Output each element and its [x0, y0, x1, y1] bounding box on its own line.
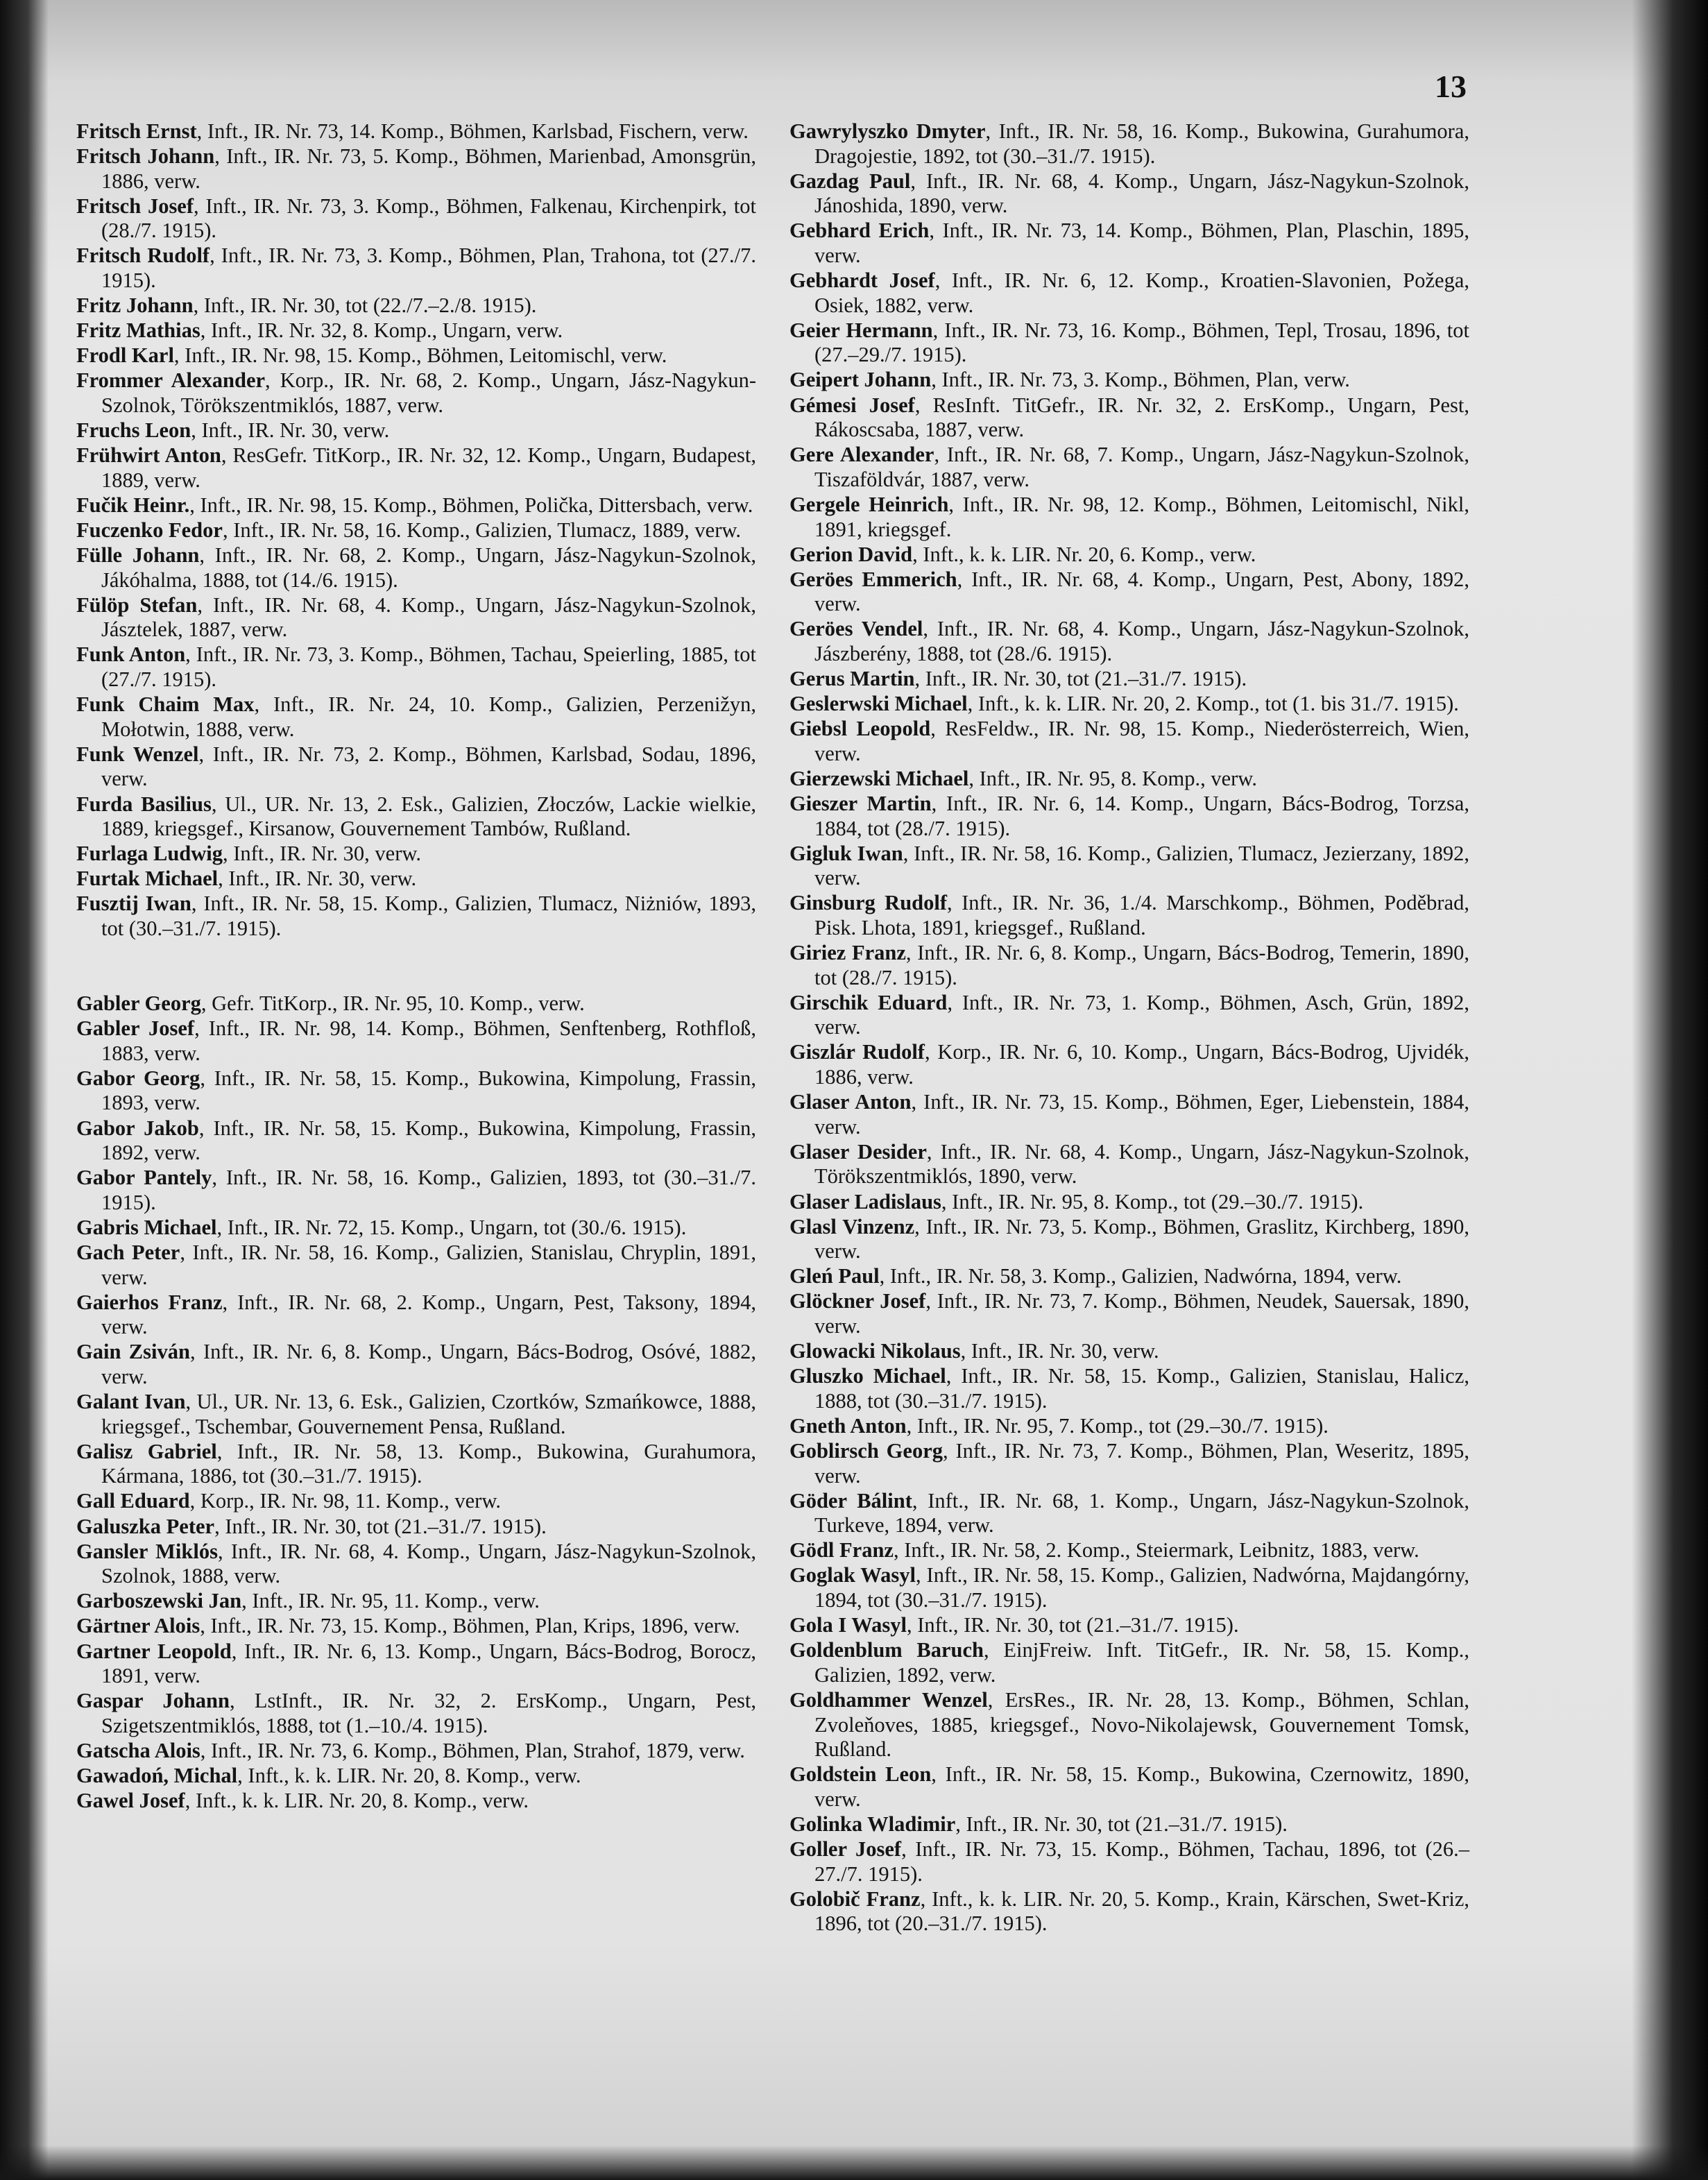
list-entry: [76, 1489, 756, 1514]
entry-name: Gartner Leopold: [76, 1639, 232, 1663]
list-entry: [76, 1689, 756, 1738]
entry-details: , Gefr. TitKorp., IR. Nr. 95, 10. Komp., verw.: [200, 991, 585, 1016]
list-entry: [76, 692, 756, 742]
entry-name: Geröes Emmerich: [789, 567, 957, 591]
entry-details: , Inft., IR. Nr. 68, 2. Komp., Ungarn, Pest, Taksony, 1894, verw.: [101, 1290, 756, 1339]
list-entry: [789, 717, 1469, 766]
entry-details: , Ul., UR. Nr. 13, 2. Esk., Galizien, Złoczów, Lackie wielkie, 1889, kriegsgef., Kirsanow, Gouvernement Tambów, Rußland.: [101, 792, 756, 841]
binding-shadow: [0, 0, 49, 2180]
list-entry: [76, 1440, 756, 1489]
list-entry: [76, 518, 756, 543]
list-entry: [789, 1215, 1469, 1264]
entry-name: Gansler Miklós: [76, 1539, 218, 1563]
entry-name: Gere Alexander: [789, 443, 934, 467]
list-entry: [789, 1289, 1469, 1338]
list-entry: [789, 1563, 1469, 1612]
entry-details: , Inft., IR. Nr. 73, 3. Komp., Böhmen, Plan, verw.: [931, 368, 1350, 392]
entry-name: Galisz Gabriel: [76, 1439, 217, 1463]
list-entry: [789, 219, 1469, 268]
entry-name: Gabor Pantely: [76, 1166, 212, 1190]
entry-name: Galuszka Peter: [76, 1514, 215, 1538]
list-entry: [789, 667, 1469, 692]
entry-details: , Korp., IR. Nr. 68, 2. Komp., Ungarn, Jász-Nagykun-Szolnok, Törökszentmiklós, 1887, verw.: [101, 368, 756, 418]
entry-name: Goller Josef: [789, 1837, 902, 1861]
entry-name: Glaser Anton: [789, 1090, 912, 1114]
list-entry: [76, 991, 756, 1016]
list-entry: [76, 244, 756, 293]
entry-details: , ResGefr. TitKorp., IR. Nr. 32, 12. Komp., Ungarn, Budapest, 1889, verw.: [101, 443, 756, 492]
entry-name: Glöckner Josef: [789, 1289, 926, 1313]
list-entry: [76, 194, 756, 244]
list-entry: [789, 1090, 1469, 1139]
list-entry: [76, 642, 756, 692]
entry-details: , ResInft. TitGefr., IR. Nr. 32, 2. ErsKomp., Ungarn, Pest, Rákoscsaba, 1887, verw.: [814, 393, 1469, 442]
list-entry: [789, 393, 1469, 443]
list-entry: [76, 343, 756, 368]
list-entry: [789, 617, 1469, 666]
entry-name: Giebsl Leopold: [789, 717, 931, 741]
entry-details: , Inft., IR. Nr. 73, 3. Komp., Böhmen, Falkenau, Kirchenpirk, tot (28./7. 1915).: [101, 194, 756, 243]
entry-details: , Inft., IR. Nr. 73, 14. Komp., Böhmen, Plan, Plaschin, 1895, verw.: [814, 219, 1469, 267]
list-entry: [789, 1837, 1469, 1887]
entry-details: , Inft., IR. Nr. 73, 3. Komp., Böhmen, Tachau, Speierling, 1885, tot (27./7. 1915).: [101, 642, 756, 692]
entry-details: , Korp., IR. Nr. 98, 11. Komp., verw.: [189, 1489, 501, 1513]
list-entry: [76, 443, 756, 493]
entry-details: , Inft., IR. Nr. 58, 16. Komp., Galizien, 1893, tot (30.–31./7. 1915).: [101, 1166, 756, 1214]
entry-details: , Inft., IR. Nr. 73, 5. Komp., Böhmen, Graslitz, Kirchberg, 1890, verw.: [814, 1214, 1469, 1263]
list-entry: [76, 1789, 756, 1814]
list-entry: [76, 1166, 756, 1215]
entry-details: , Inft., IR. Nr. 58, 15. Komp., Galizien, Nadwórna, Majdangórny, 1894, tot (30.–31./7. 1915).: [814, 1563, 1469, 1612]
list-entry: [76, 1640, 756, 1689]
entry-details: , Korp., IR. Nr. 6, 10. Komp., Ungarn, Bács-Bodrog, Ujvidék, 1886, verw.: [814, 1040, 1469, 1089]
list-entry: [76, 1291, 756, 1340]
list-entry: [789, 1638, 1469, 1687]
entry-name: Giriez Franz: [789, 941, 906, 965]
entry-name: Geröes Vendel: [789, 617, 923, 641]
entry-details: , Inft., IR. Nr. 95, 8. Komp., verw.: [968, 766, 1257, 790]
entry-name: Gatscha Alois: [76, 1738, 200, 1762]
entry-name: Goglak Wasyl: [789, 1563, 916, 1587]
entry-name: Fritsch Josef: [76, 194, 194, 218]
entry-name: Geier Hermann: [789, 318, 933, 342]
list-entry: [76, 892, 756, 941]
entry-name: Gneth Anton: [789, 1413, 907, 1438]
list-entry: [76, 1241, 756, 1290]
entry-details: , Inft., IR. Nr. 73, 14. Komp., Böhmen, Karlsbad, Fischern, verw.: [196, 119, 749, 143]
list-entry: [789, 1613, 1469, 1638]
list-entry: [76, 1764, 756, 1789]
list-entry: [789, 493, 1469, 542]
entry-name: Glowacki Nikolaus: [789, 1339, 961, 1363]
entry-details: , Inft., IR. Nr. 73, 7. Komp., Böhmen, Neudek, Sauersak, 1890, verw.: [814, 1289, 1470, 1338]
entry-name: Goldenblum Baruch: [789, 1638, 984, 1662]
entry-name: Girschik Eduard: [789, 990, 948, 1014]
entry-name: Gawel Josef: [76, 1789, 185, 1813]
entry-name: Glaser Desider: [789, 1139, 927, 1164]
entry-details: , Inft., IR. Nr. 58, 16. Komp., Galizien, Stanislau, Chryplin, 1891, verw.: [101, 1241, 757, 1289]
list-entry: [789, 1439, 1469, 1488]
list-entry: [76, 144, 756, 194]
list-entry: [789, 991, 1469, 1040]
entry-name: Fülle Johann: [76, 543, 200, 568]
entry-name: Göder Bálint: [789, 1488, 912, 1513]
entry-name: Geslerwski Michael: [789, 692, 968, 716]
entry-details: , Inft., IR. Nr. 95, 11. Komp., verw.: [241, 1589, 540, 1613]
list-entry: [789, 1489, 1469, 1538]
list-entry: [76, 842, 756, 867]
list-entry: [789, 1414, 1469, 1439]
list-entry: [789, 269, 1469, 318]
entry-details: , Inft., IR. Nr. 30, tot (21.–31./7. 1915).: [955, 1812, 1288, 1836]
entry-name: Furda Basilius: [76, 792, 212, 816]
entry-name: Gabler Georg: [76, 991, 201, 1016]
entry-details: , ResFeldw., IR. Nr. 98, 15. Komp., Niederösterreich, Wien, verw.: [814, 717, 1469, 765]
list-entry: [76, 593, 756, 642]
list-entry: [76, 1066, 756, 1116]
entry-name: Gergele Heinrich: [789, 492, 949, 516]
list-entry: [76, 368, 756, 418]
entry-name: Gärtner Alois: [76, 1614, 200, 1638]
entry-name: Galant Ivan: [76, 1390, 186, 1414]
entry-name: Fritsch Rudolf: [76, 244, 210, 268]
entry-name: Gaspar Johann: [76, 1689, 230, 1713]
entry-name: Funk Chaim Max: [76, 692, 255, 717]
entry-details: , LstInft., IR. Nr. 32, 2. ErsKomp., Ungarn, Pest, Szigetszentmiklós, 1888, tot (1.–10./4. 1915).: [101, 1689, 756, 1737]
entry-details: , Inft., IR. Nr. 68, 1. Komp., Ungarn, Jász-Nagykun-Szolnok, Turkeve, 1894, verw.: [814, 1488, 1470, 1538]
list-entry: [76, 1390, 756, 1439]
list-entry: [76, 418, 756, 443]
entry-details: , Inft., IR. Nr. 72, 15. Komp., Ungarn, tot (30./6. 1915).: [216, 1215, 687, 1239]
entry-name: Frodl Karl: [76, 343, 174, 368]
entry-name: Gall Eduard: [76, 1489, 190, 1513]
list-entry: [789, 443, 1469, 492]
list-entry: [789, 1364, 1469, 1413]
entry-name: Garboszewski Jan: [76, 1589, 242, 1613]
entry-details: , Inft., IR. Nr. 68, 4. Komp., Ungarn, Jász-Nagykun-Szolnok, Jászberény, 1888, tot (28./6. 1915).: [814, 617, 1470, 665]
entry-details: , EinjFreiw. Inft. TitGefr., IR. Nr. 58, 15. Komp., Galizien, 1892, verw.: [814, 1638, 1469, 1687]
entry-group-f: [76, 119, 756, 942]
entry-details: , Inft., IR. Nr. 68, 4. Komp., Ungarn, Jász-Nagykun-Szolnok, Szolnok, 1888, verw.: [101, 1539, 757, 1588]
entry-details: , Inft., k. k. LIR. Nr. 20, 2. Komp., tot (1. bis 31./7. 1915).: [967, 692, 1459, 716]
entry-details: , Inft., k. k. LIR. Nr. 20, 6. Komp., verw.: [912, 542, 1256, 566]
entry-details: , Inft., IR. Nr. 73, 5. Komp., Böhmen, Marienbad, Amonsgrün, 1886, verw.: [101, 144, 756, 193]
entry-name: Giszlár Rudolf: [789, 1040, 925, 1064]
entry-name: Gieszer Martin: [789, 792, 932, 816]
list-entry: [789, 692, 1469, 717]
entry-details: , Inft., IR. Nr. 68, 4. Komp., Ungarn, Jász-Nagykun-Szolnok, Törökszentmiklós, 1890, verw.: [814, 1139, 1469, 1189]
entry-details: , Inft., IR. Nr. 58, 3. Komp., Galizien, Nadwórna, 1894, verw.: [879, 1264, 1402, 1288]
list-entry: [789, 1688, 1469, 1762]
entry-details: , Inft., IR. Nr. 58, 16. Komp., Galizien, Tlumacz, 1889, verw.: [222, 518, 742, 542]
list-entry: [76, 1016, 756, 1066]
entry-name: Furtak Michael: [76, 867, 219, 891]
entry-name: Geipert Johann: [789, 368, 932, 392]
entry-details: , Inft., k. k. LIR. Nr. 20, 5. Komp., Krain, Kärschen, Swet-Kriz, 1896, tot (20.–31./7. 1915).: [814, 1887, 1469, 1936]
entry-details: , Inft., IR. Nr. 98, 12. Komp., Böhmen, Leitomischl, Nikl, 1891, kriegsgef.: [814, 492, 1469, 541]
section-gap: [76, 942, 756, 991]
list-entry: [789, 119, 1469, 169]
entry-name: Fučik Heinr.: [76, 493, 190, 517]
entry-name: Gach Peter: [76, 1241, 180, 1265]
entry-name: Gaierhos Franz: [76, 1290, 223, 1314]
entry-name: Fritsch Ernst: [76, 119, 197, 143]
entry-name: Gebhard Erich: [789, 219, 930, 243]
list-entry: [76, 1340, 756, 1389]
entry-details: , Inft., IR. Nr. 6, 12. Komp., Kroatien-Slavonien, Požega, Osiek, 1882, verw.: [814, 269, 1469, 317]
entry-details: , Inft., IR. Nr. 58, 15. Komp., Bukowina, Czernowitz, 1890, verw.: [814, 1762, 1469, 1811]
list-entry: [76, 1614, 756, 1639]
list-entry: [789, 1762, 1469, 1812]
list-entry: [789, 891, 1469, 940]
list-entry: [789, 1538, 1469, 1563]
entry-name: Gabor Jakob: [76, 1116, 199, 1140]
list-entry: [789, 1339, 1469, 1364]
entry-details: , Inft., IR. Nr. 30, tot (21.–31./7. 1915).: [914, 667, 1247, 691]
entry-name: Ginsburg Rudolf: [789, 891, 948, 915]
entry-details: , Inft., IR. Nr. 58, 16. Komp., Galizien, Tlumacz, Jezierzany, 1892, verw.: [814, 841, 1469, 890]
entry-name: Glasl Vinzenz: [789, 1214, 915, 1238]
list-entry: [76, 742, 756, 792]
left-column: [76, 119, 756, 1814]
entry-details: , ErsRes., IR. Nr. 28, 13. Komp., Böhmen, Schlan, Zvoleňoves, 1885, kriegsgef., Novo-Nikolajewsk, Gouvernement Tomsk, Rußland.: [814, 1687, 1469, 1762]
entry-details: , Inft., k. k. LIR. Nr. 20, 8. Komp., verw.: [185, 1789, 529, 1813]
list-entry: [789, 568, 1469, 617]
entry-name: Gabris Michael: [76, 1215, 217, 1239]
entry-name: Gebhardt Josef: [789, 269, 935, 293]
list-entry: [789, 842, 1469, 891]
entry-details: , Inft., IR. Nr. 73, 15. Komp., Böhmen, Tachau, 1896, tot (26.–27./7. 1915).: [814, 1837, 1469, 1886]
entry-details: , Inft., IR. Nr. 24, 10. Komp., Galizien, Perzenižyn, Mołotwin, 1888, verw.: [101, 692, 756, 741]
entry-details: , Inft., IR. Nr. 58, 15. Komp., Bukowina, Kimpolung, Frassin, 1892, verw.: [101, 1116, 756, 1165]
entry-name: Gigluk Iwan: [789, 841, 903, 865]
list-entry: [76, 1216, 756, 1241]
entry-name: Golinka Wladimir: [789, 1812, 956, 1836]
entry-details: , Inft., IR. Nr. 98, 15. Komp., Böhmen, Polička, Dittersbach, verw.: [189, 493, 753, 517]
entry-details: , Inft., IR. Nr. 6, 13. Komp., Ungarn, Bács-Bodrog, Borocz, 1891, verw.: [101, 1639, 757, 1688]
list-entry: [789, 767, 1469, 792]
list-entry: [789, 1264, 1469, 1289]
entry-details: , Inft., IR. Nr. 98, 14. Komp., Böhmen, Senftenberg, Rothfloß, 1883, verw.: [101, 1016, 756, 1065]
entry-details: , Inft., IR. Nr. 73, 3. Komp., Böhmen, Plan, Trahona, tot (27./7. 1915).: [101, 244, 757, 293]
entry-name: Gierzewski Michael: [789, 766, 969, 790]
entry-name: Fuczenko Fedor: [76, 518, 223, 542]
list-entry: [789, 941, 1469, 990]
entry-name: Glaser Ladislaus: [789, 1189, 941, 1214]
entry-details: , Inft., IR. Nr. 58, 13. Komp., Bukowina, Gurahumora, Kármana, 1886, tot (30.–31./7. 1915).: [101, 1439, 756, 1488]
entry-details: , Inft., IR. Nr. 95, 7. Komp., tot (29.–30./7. 1915).: [906, 1413, 1329, 1438]
entry-name: Gluszko Michael: [789, 1364, 946, 1388]
entry-details: , Inft., IR. Nr. 68, 7. Komp., Ungarn, Jász-Nagykun-Szolnok, Tiszaföldvár, 1887, verw.: [814, 443, 1470, 491]
list-entry: [76, 119, 756, 144]
edge-shadow: [1632, 0, 1708, 2180]
entry-details: , Inft., IR. Nr. 73, 6. Komp., Böhmen, Plan, Strahof, 1879, verw.: [200, 1738, 745, 1762]
entry-details: , Inft., IR. Nr. 6, 8. Komp., Ungarn, Bács-Bodrog, Osóvé, 1882, verw.: [101, 1340, 757, 1388]
list-entry: [789, 1190, 1469, 1215]
entry-name: Gawadoń, Michal: [76, 1764, 238, 1787]
entry-details: , Inft., k. k. LIR. Nr. 20, 8. Komp., verw.: [237, 1764, 581, 1787]
entry-details: , Inft., IR. Nr. 6, 8. Komp., Ungarn, Bács-Bodrog, Temerin, 1890, tot (28./7. 1915).: [814, 941, 1469, 989]
entry-name: Gain Zsiván: [76, 1340, 190, 1364]
entry-details: , Inft., IR. Nr. 73, 15. Komp., Böhmen, Plan, Krips, 1896, verw.: [200, 1614, 740, 1638]
entry-name: Gémesi Josef: [789, 393, 915, 417]
entry-details: , Inft., IR. Nr. 36, 1./4. Marschkomp., Böhmen, Poděbrad, Pisk. Lhota, 1891, kriegsgef., Rußland.: [814, 891, 1469, 939]
entry-name: Goblirsch Georg: [789, 1438, 943, 1463]
list-entry: [76, 543, 756, 593]
entry-name: Gawrylyszko Dmyter: [789, 119, 986, 143]
entry-details: , Inft., IR. Nr. 32, 8. Komp., Ungarn, verw.: [200, 318, 563, 343]
list-entry: [789, 792, 1469, 841]
entry-group-right: [789, 119, 1469, 1936]
entry-details: , Inft., IR. Nr. 58, 15. Komp., Galizien, Tlumacz, Niżniów, 1893, tot (30.–31./7. 1915).: [101, 892, 756, 940]
list-entry: [789, 318, 1469, 368]
entry-details: , Inft., IR. Nr. 68, 4. Komp., Ungarn, Jász-Nagykun-Szolnok, Jánoshida, 1890, verw.: [814, 169, 1470, 218]
list-entry: [76, 1589, 756, 1614]
list-entry: [76, 1116, 756, 1166]
entry-name: Gola I Wasyl: [789, 1613, 907, 1637]
entry-name: Fritz Johann: [76, 293, 194, 318]
entry-name: Fritz Mathias: [76, 318, 200, 343]
bottom-edge-shadow: [0, 2145, 1708, 2180]
entry-details: , Inft., IR. Nr. 30, verw.: [223, 842, 422, 866]
list-entry: [76, 1515, 756, 1540]
entry-details: , Inft., IR. Nr. 58, 15. Komp., Galizien, Stanislau, Halicz, 1888, tot (30.–31./7. 1915).: [814, 1364, 1469, 1413]
entry-details: , Inft., IR. Nr. 73, 16. Komp., Böhmen, Tepl, Trosau, 1896, tot (27.–29./7. 1915).: [814, 318, 1470, 367]
list-entry: [76, 493, 756, 518]
entry-details: , Inft., IR. Nr. 58, 16. Komp., Bukowina, Gurahumora, Dragojestie, 1892, tot (30.–31./7. 1915).: [814, 119, 1470, 168]
entry-name: Golobič Franz: [789, 1887, 921, 1911]
entry-name: Frühwirt Anton: [76, 443, 221, 468]
entry-name: Furlaga Ludwig: [76, 842, 223, 866]
entry-details: , Inft., IR. Nr. 30, tot (22./7.–2./8. 1915).: [193, 293, 537, 318]
entry-details: , Inft., IR. Nr. 6, 14. Komp., Ungarn, Bács-Bodrog, Torzsa, 1884, tot (28./7. 1915).: [814, 792, 1469, 840]
list-entry: [789, 1040, 1469, 1089]
list-entry: [76, 867, 756, 892]
entry-group-g: [76, 991, 756, 1814]
entry-details: , Inft., IR. Nr. 98, 15. Komp., Böhmen, Leitomischl, verw.: [173, 343, 667, 368]
entry-name: Fritsch Johann: [76, 144, 215, 169]
list-entry: [789, 368, 1469, 393]
entry-name: Goldhammer Wenzel: [789, 1687, 988, 1712]
entry-details: , Inft., IR. Nr. 58, 15. Komp., Bukowina, Kimpolung, Frassin, 1893, verw.: [101, 1066, 756, 1115]
entry-name: Goldstein Leon: [789, 1762, 932, 1787]
entry-details: , Inft., IR. Nr. 95, 8. Komp., tot (29.–30./7. 1915).: [941, 1189, 1364, 1214]
entry-details: , Inft., IR. Nr. 73, 2. Komp., Böhmen, Karlsbad, Sodau, 1896, verw.: [101, 742, 756, 791]
entry-name: Fülöp Stefan: [76, 593, 198, 617]
entry-details: , Inft., IR. Nr. 30, verw.: [218, 867, 417, 891]
entry-name: Fruchs Leon: [76, 418, 191, 443]
list-entry: [789, 1887, 1469, 1936]
entry-name: Gerus Martin: [789, 667, 915, 691]
entry-details: , Inft., IR. Nr. 30, tot (21.–31./7. 1915).: [906, 1613, 1239, 1637]
list-entry: [76, 1739, 756, 1764]
entry-details: , Inft., IR. Nr. 30, verw.: [960, 1339, 1159, 1363]
list-entry: [76, 1540, 756, 1589]
entry-name: Funk Wenzel: [76, 742, 199, 766]
right-column: [789, 119, 1469, 1936]
entry-name: Gabor Georg: [76, 1066, 200, 1090]
entry-details: , Inft., IR. Nr. 73, 15. Komp., Böhmen, Eger, Liebenstein, 1884, verw.: [814, 1090, 1469, 1139]
list-entry: [76, 792, 756, 842]
list-entry: [789, 169, 1469, 219]
entry-name: Fusztij Iwan: [76, 892, 191, 916]
entry-details: , Inft., IR. Nr. 68, 4. Komp., Ungarn, Jász-Nagykun-Szolnok, Jásztelek, 1887, verw.: [101, 593, 757, 642]
list-entry: [76, 318, 756, 343]
list-entry: [789, 1812, 1469, 1837]
entry-details: , Inft., IR. Nr. 30, verw.: [191, 418, 390, 443]
list-entry: [789, 1140, 1469, 1189]
entry-name: Gazdag Paul: [789, 169, 911, 193]
entry-details: , Inft., IR. Nr. 30, tot (21.–31./7. 1915).: [214, 1514, 547, 1538]
entry-details: , Inft., IR. Nr. 73, 1. Komp., Böhmen, Asch, Grün, 1892, verw.: [814, 990, 1470, 1039]
list-entry: [76, 293, 756, 318]
entry-name: Funk Anton: [76, 642, 186, 667]
entry-name: Gleń Paul: [789, 1264, 880, 1288]
entry-details: , Inft., IR. Nr. 68, 2. Komp., Ungarn, Jász-Nagykun-Szolnok, Jákóhalma, 1888, tot (14./6. 1915).: [101, 543, 757, 592]
entry-name: Frommer Alexander: [76, 368, 266, 393]
list-entry: [789, 543, 1469, 568]
entry-name: Gödl Franz: [789, 1538, 894, 1562]
entry-details: , Inft., IR. Nr. 73, 7. Komp., Böhmen, Plan, Weseritz, 1895, verw.: [814, 1438, 1469, 1488]
page-number: 13: [1435, 69, 1467, 104]
entry-details: , Ul., UR. Nr. 13, 6. Esk., Galizien, Czortków, Szmańkowce, 1888, kriegsgef., Tschembar, Gouvernement Pensa, Rußland.: [101, 1390, 756, 1438]
entry-details: , Inft., IR. Nr. 68, 4. Komp., Ungarn, Pest, Abony, 1892, verw.: [814, 567, 1469, 616]
entry-name: Gabler Josef: [76, 1016, 195, 1041]
entry-details: , Inft., IR. Nr. 58, 2. Komp., Steiermark, Leibnitz, 1883, verw.: [893, 1538, 1419, 1562]
entry-name: Gerion David: [789, 542, 913, 566]
